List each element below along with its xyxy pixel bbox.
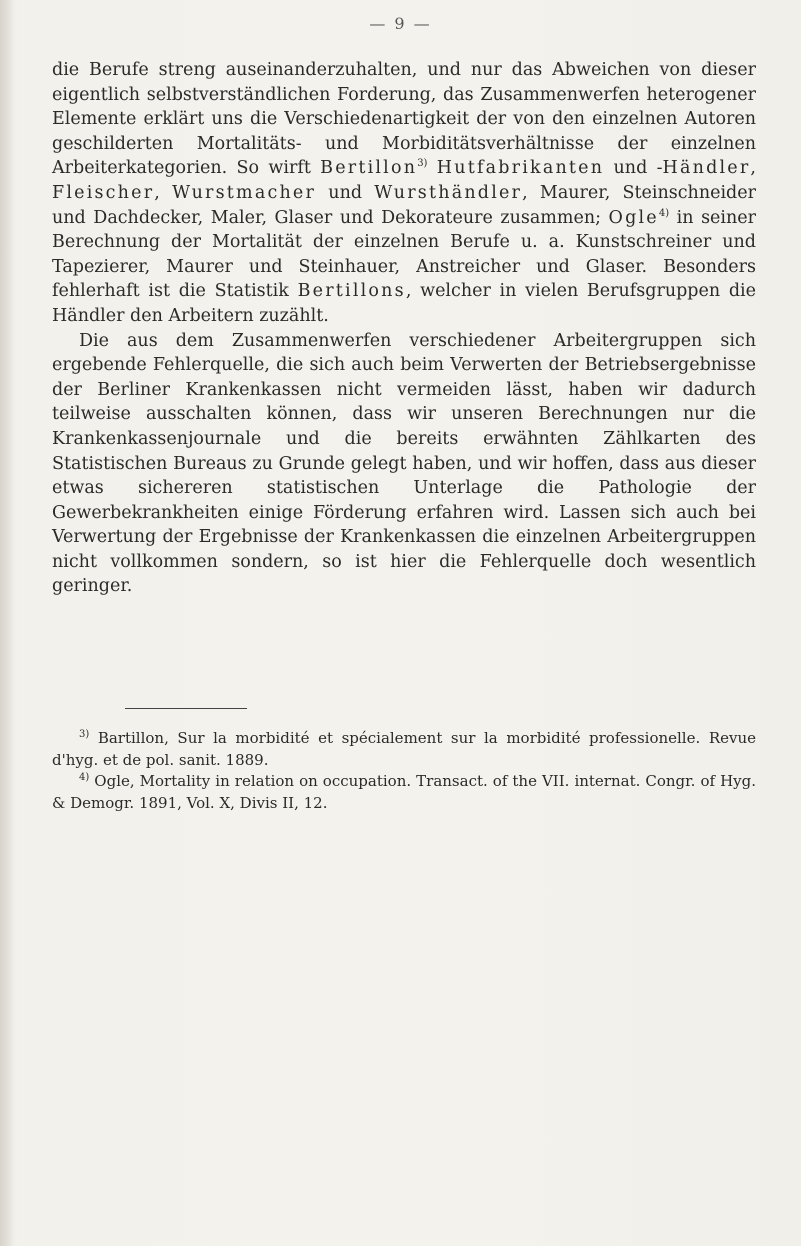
text-run: Die aus dem Zusammenwerfen verschiedener Arbeitergruppen sich ergebende Fehlerquelle, die sich auch beim Verwerten der Betriebsergebnisse der Berliner Krankenkassen nicht vermeiden lässt, haben wir dadurch teilweise ausschalten können, dass wir unseren Berechnungen nur die Krankenkassenjournale und die bereits erwähnten Zählkarten des Statistischen Bureaus zu Grunde gelegt haben, und wir hoffen, dass aus dieser etwas sichereren statistischen Unterlage die Pathologie der Gewerbekrankheiten einige Förderung erfahren wird. Lassen sich auch bei Verwertung der Ergebnisse der Krankenkassen die einzelnen Arbeitergruppen nicht vollkommen sondern, so ist hier die Fehlerquelle doch wesentlich geringer. <box>52 330 756 597</box>
body-text <box>52 58 756 599</box>
emphasized-name: Bertillon <box>320 158 418 179</box>
footnote-rule <box>125 708 247 709</box>
footnotes <box>52 728 756 814</box>
emphasized-name: Bertillons <box>297 281 406 302</box>
footnote-text: Bartillon, Sur la morbidité et spécialement sur la morbidité professionelle. Revue d'hyg. et de pol. sanit. 1889. <box>52 729 756 769</box>
footnote-text: Ogle, Mortality in relation on occupation. Transact. of the VII. internat. Congr. of Hyg. & Demogr. 1891, Vol. X, Divis II, 12. <box>52 772 756 812</box>
emphasized-name: Hutfabrikanten <box>436 158 605 179</box>
paragraph-2 <box>52 329 756 600</box>
binding-shadow <box>0 0 14 1246</box>
text-run: und <box>316 182 375 203</box>
footnote-marker: 4) <box>79 772 90 783</box>
footnote-ref: 3) <box>417 158 428 170</box>
footnote-marker: 3) <box>79 729 90 740</box>
text-run: , <box>750 158 756 179</box>
page-number: — 9 — <box>369 14 432 33</box>
text-run: in seiner Berechnung der Mortalität der einzelnen Berufe u. a. Kunstschreiner und Tapezierer, Maurer und Steinhauer, Anstreicher und Glaser. Besonders fehlerhaft ist die Statistik <box>52 207 756 302</box>
emphasized-name: Ogle <box>608 207 659 228</box>
text-run: , <box>154 182 173 203</box>
footnote-ref: 4) <box>658 207 670 219</box>
text-run <box>427 158 436 178</box>
text-run: , welcher in vielen Berufsgruppen die Händler den Arbeitern zuzählt. <box>52 281 756 326</box>
paragraph-1 <box>52 58 756 329</box>
emphasized-name: Fleischer <box>52 182 155 203</box>
footnote-3 <box>52 728 756 771</box>
emphasized-name: Händler <box>662 158 751 179</box>
text-run: die Berufe streng auseinanderzuhalten, und nur das Abweichen von dieser eigentlich selbstverständlichen Forderung, das Zusammenwerfen heterogener Elemente erklärt uns die Verschiedenartigkeit der von den einzelnen Autoren geschilderten Mortalitäts- und Morbiditätsverhältnisse der einzelnen Arbeiterkategorien. So wirft <box>52 60 756 179</box>
text-run: und - <box>604 158 663 179</box>
footnote-4 <box>52 771 756 814</box>
text-run: , Maurer, Steinschneider und Dachdecker, Maler, Glaser und Dekorateure zusammen; <box>52 182 756 228</box>
emphasized-name: Wurstmacher <box>172 182 317 203</box>
emphasized-name: Wursthändler <box>374 182 523 203</box>
